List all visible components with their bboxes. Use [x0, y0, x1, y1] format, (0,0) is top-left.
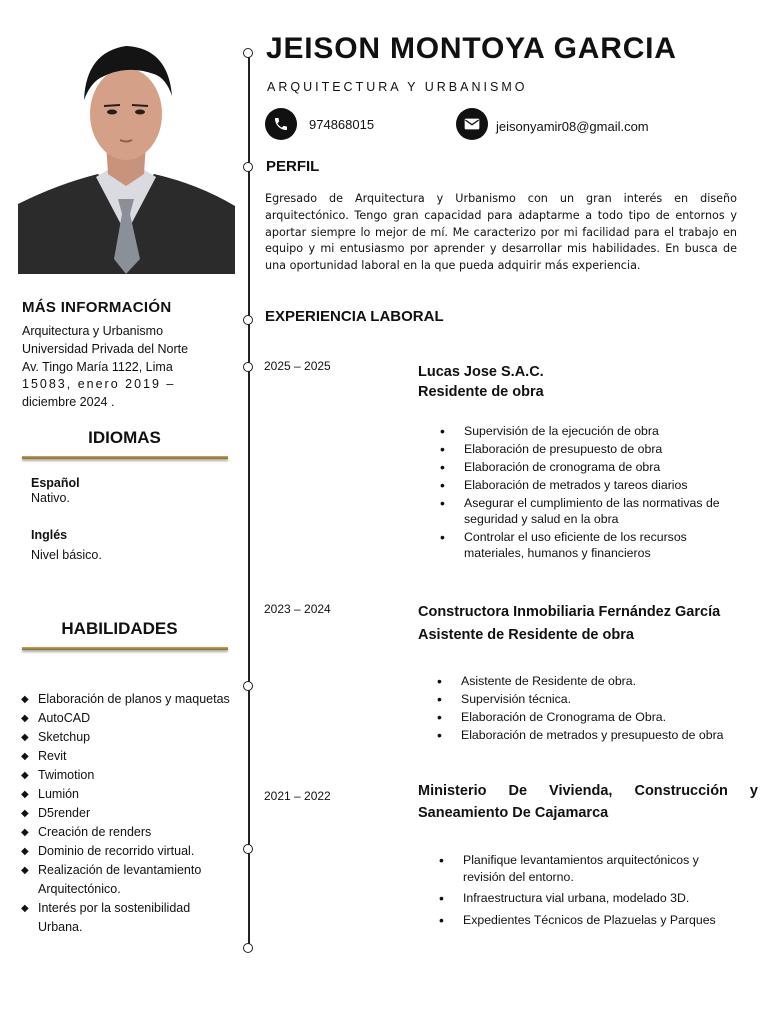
skill-item: ◆ AutoCAD — [21, 711, 91, 725]
job-company: Ministerio De Vivienda, Construcción y Saneamiento De Cajamarca — [418, 783, 758, 821]
timeline-line — [248, 50, 250, 950]
more-info-line: 15083, enero 2019 – — [22, 377, 176, 392]
experience-title: EXPERIENCIA LABORAL — [265, 308, 444, 325]
task-item: • Elaboración de presupuesto de obra — [440, 441, 740, 458]
more-info-line: Arquitectura y Urbanismo — [22, 324, 164, 338]
job-role: Asistente de Residente de obra — [418, 627, 634, 643]
timeline-node — [243, 943, 253, 953]
profile-text: Egresado de Arquitectura y Urbanismo con un gran interés en diseño arquitectónico. Tengo gran capacidad para adaptarme a todo tipo de entornos y aportar siempre lo mejor de mí. Me caracterizo por mi facilidad para el trabajo en equipo y mi entusiasmo por aprender y desarrollar mis habilidades. En busca de una oportunidad laboral en la que pueda adquirir más experiencia. — [265, 192, 737, 273]
profile-photo — [18, 34, 235, 274]
language-name: Español — [31, 476, 80, 490]
task-item: • Infraestructura vial urbana, modelado 3D. — [439, 890, 739, 907]
more-info-block — [22, 323, 222, 412]
languages-title: IDIOMAS — [88, 428, 161, 447]
timeline-node — [243, 162, 253, 172]
skill-item: ◆ Realización de levantamiento — [21, 863, 202, 877]
skills-divider — [22, 647, 228, 650]
phone-number[interactable]: 974868015 — [309, 117, 375, 132]
languages-divider — [22, 456, 228, 459]
task-item: • Elaboración de metrados y tareos diarios — [440, 477, 740, 494]
language-level: Nativo. — [31, 491, 70, 505]
task-item: • Elaboración de Cronograma de Obra. — [437, 709, 747, 726]
timeline-node — [243, 362, 253, 372]
skill-item: ◆ Twimotion — [21, 768, 95, 782]
skill-item: ◆ Dominio de recorrido virtual. — [21, 844, 195, 858]
timeline-node — [243, 48, 253, 58]
task-item: • Elaboración de metrados y presupuesto de obra — [437, 727, 747, 744]
skills-list — [21, 690, 241, 937]
task-item: • Planifique levantamientos arquitectónicos y revisión del entorno. — [439, 852, 739, 885]
skills-title: HABILIDADES — [61, 619, 178, 638]
phone-icon — [265, 108, 297, 140]
skill-item: ◆ Lumión — [21, 787, 79, 801]
job-tasks — [440, 423, 740, 563]
skill-item: ◆ Revit — [21, 749, 67, 763]
task-item: • Asegurar el cumplimiento de las normativas de seguridad y salud en la obra — [440, 495, 740, 528]
job-company: Constructora Inmobiliaria Fernández García — [418, 604, 721, 620]
skill-item: ◆ Elaboración de planos y maquetas — [21, 692, 230, 706]
job-dates: 2023 – 2024 — [264, 602, 331, 616]
more-info-line: Universidad Privada del Norte — [22, 341, 189, 356]
task-item: • Expedientes Técnicos de Plazuelas y Parques — [439, 912, 739, 929]
task-item: • Supervisión de la ejecución de obra — [440, 423, 740, 440]
job-company: Lucas Jose S.A.C. — [418, 364, 544, 380]
skill-item: Arquitectónico. — [38, 882, 121, 896]
task-item: • Asistente de Residente de obra. — [437, 673, 747, 690]
more-info-line: Av. Tingo María 1122, Lima — [22, 359, 173, 374]
skill-item: Urbana. — [38, 920, 83, 934]
timeline-node — [243, 681, 253, 691]
task-item: • Supervisión técnica. — [437, 691, 747, 708]
email-address[interactable]: jeisonyamir08@gmail.com — [496, 119, 649, 134]
email-icon — [456, 108, 488, 140]
timeline-node — [243, 315, 253, 325]
candidate-name: JEISON MONTOYA GARCIA — [266, 32, 677, 65]
skill-item: ◆ Sketchup — [21, 730, 91, 744]
task-item: • Elaboración de cronograma de obra — [440, 459, 740, 476]
skill-item: ◆ Creación de renders — [21, 825, 152, 839]
task-item: • Controlar el uso eficiente de los recursos materiales, humanos y financieros — [440, 529, 740, 562]
language-level: Nivel básico. — [31, 548, 102, 562]
language-name: Inglés — [31, 528, 68, 542]
job-dates: 2021 – 2022 — [264, 789, 331, 803]
candidate-subtitle: ARQUITECTURA Y URBANISMO — [267, 80, 528, 94]
job-tasks — [439, 852, 739, 929]
job-dates: 2025 – 2025 — [264, 359, 331, 373]
timeline-node — [243, 844, 253, 854]
more-info-line: diciembre 2024 . — [22, 395, 115, 410]
skill-item: ◆ D5render — [21, 806, 91, 820]
job-tasks — [437, 673, 747, 745]
profile-title: PERFIL — [266, 158, 320, 175]
job-role: Residente de obra — [418, 384, 544, 400]
skill-item: ◆ Interés por la sostenibilidad — [21, 901, 191, 915]
more-info-title: MÁS INFORMACIÓN — [22, 299, 172, 316]
